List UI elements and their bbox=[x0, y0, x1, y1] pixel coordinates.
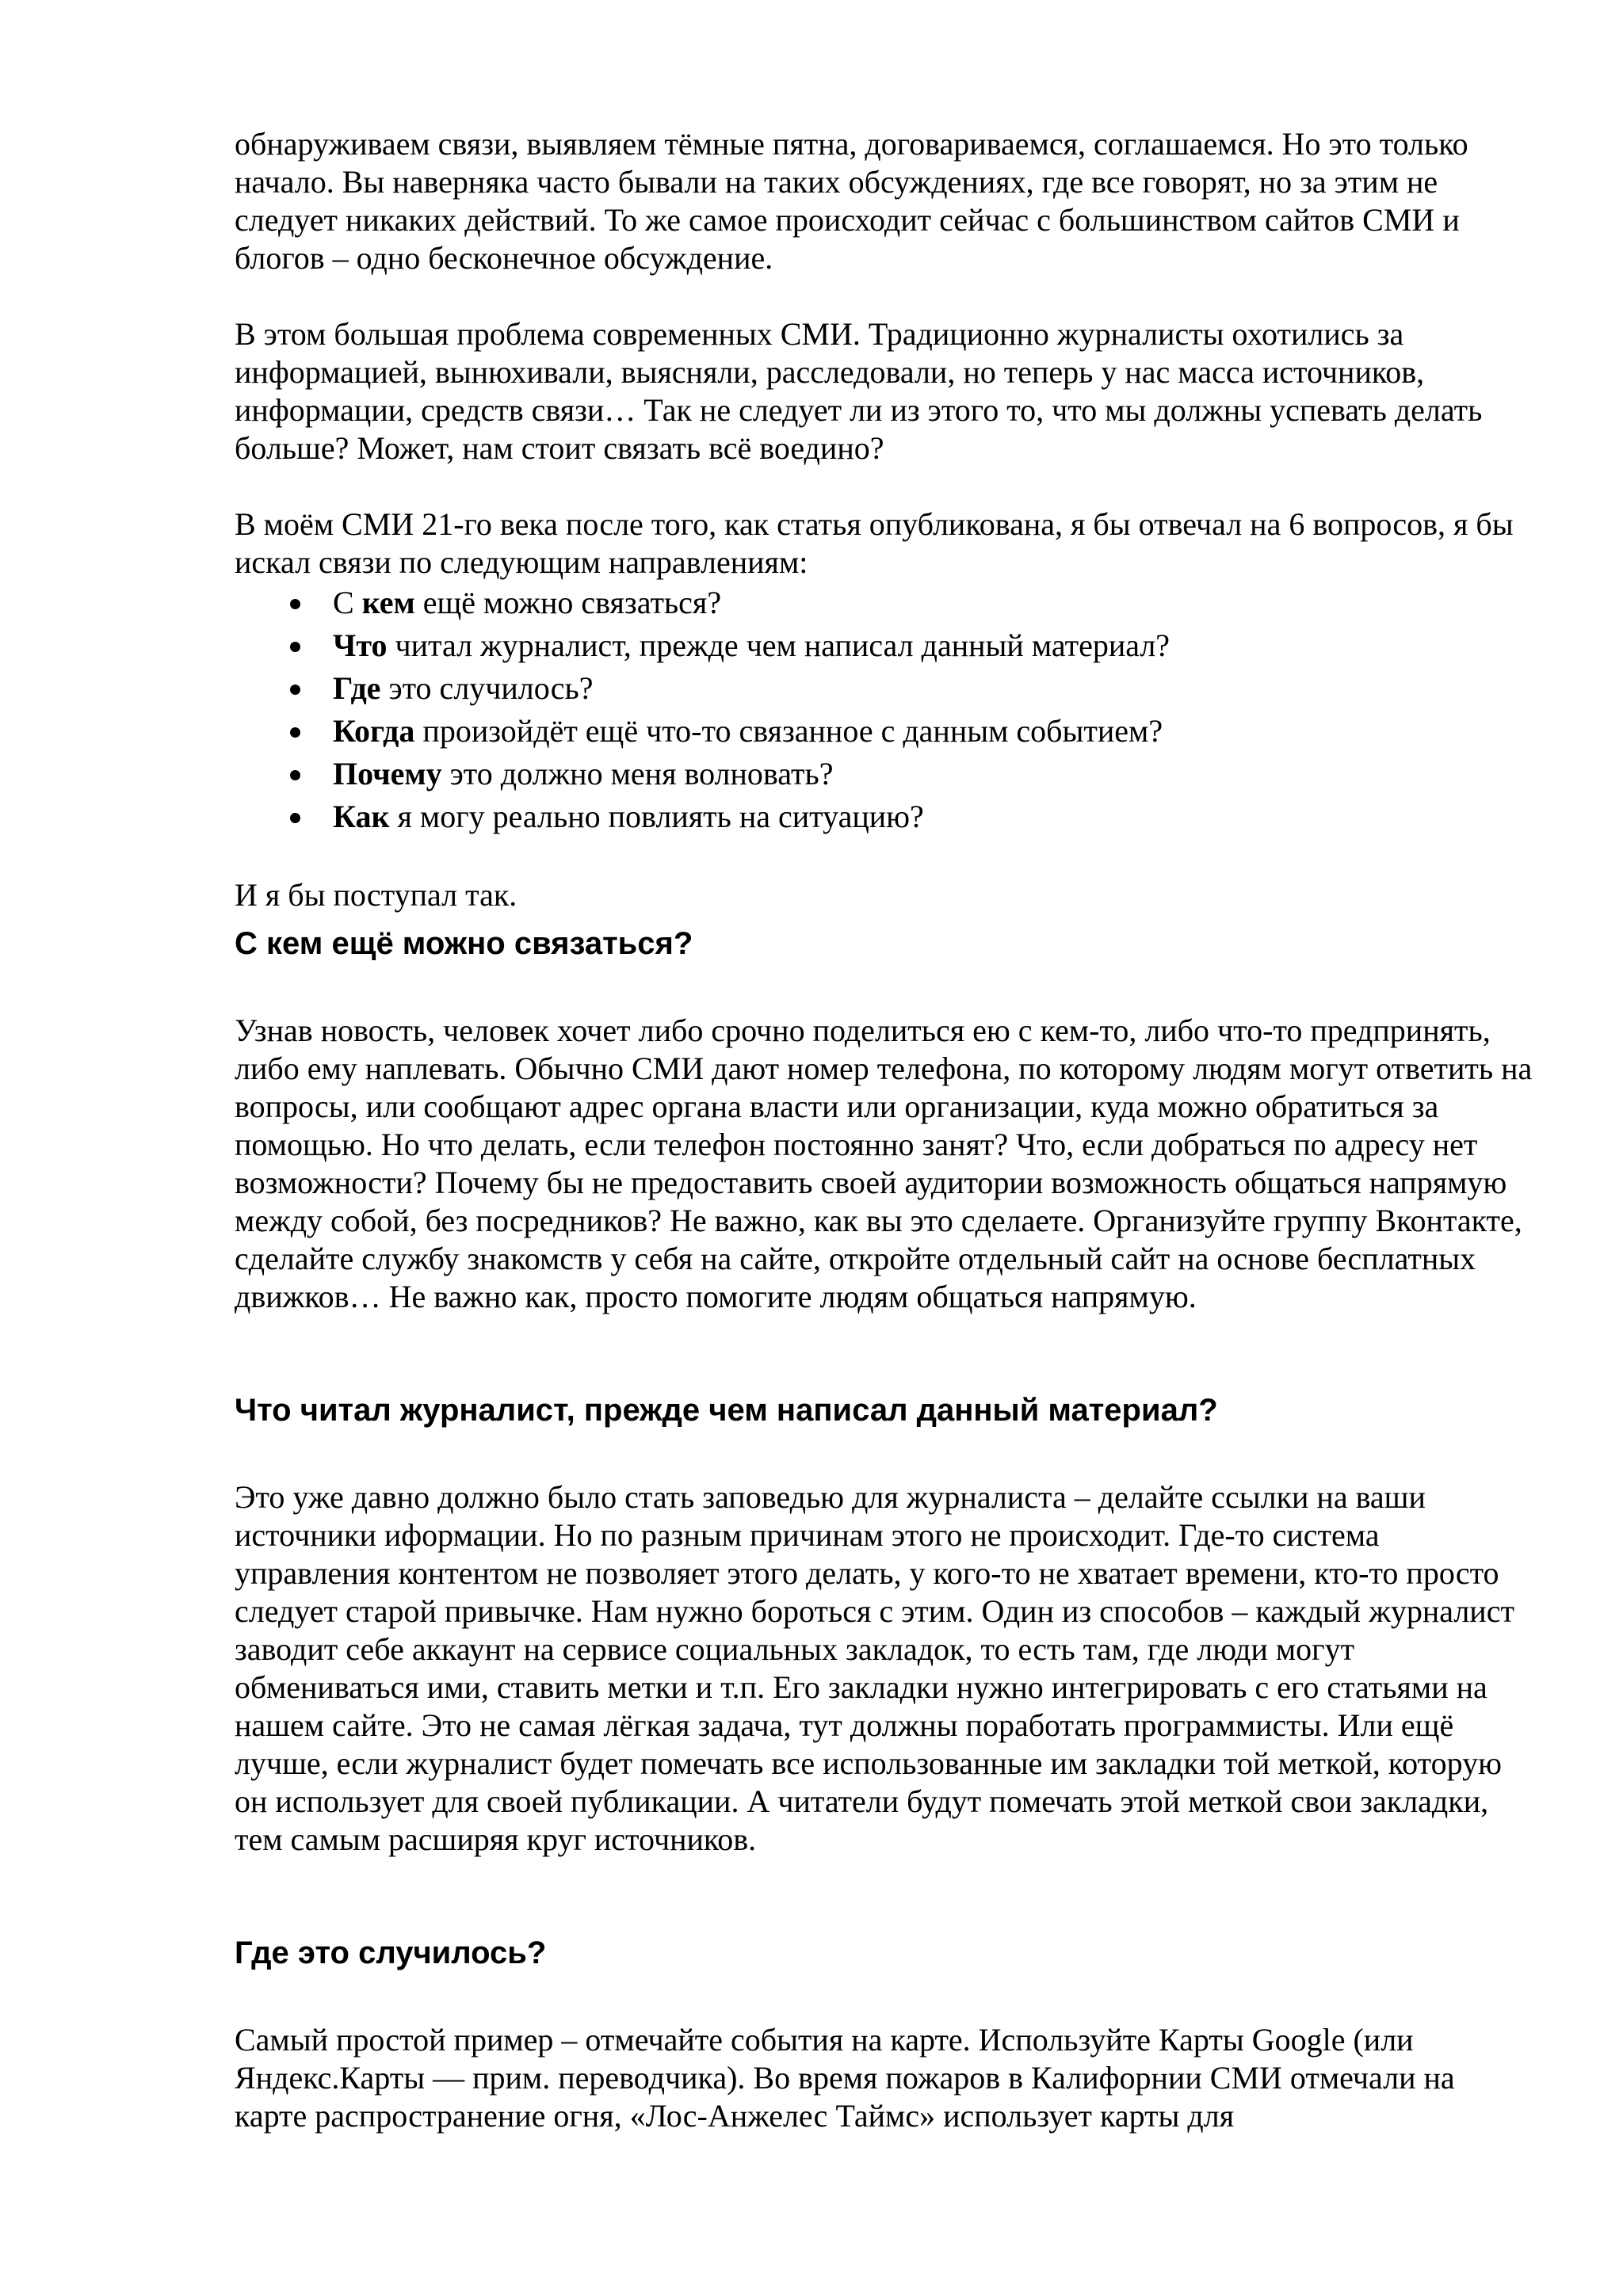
question-post: это должно меня волновать? bbox=[441, 756, 834, 791]
intro-paragraph-2: В этом большая проблема современных СМИ. Традиционно журналисты охотились за информацией, вынюхивали, выясняли, расследовали, но теперь у нас масса источников, информации, средств связи… Так не следует ли из этого то, что мы должны успевать делать больше? Может, нам стоит связать всё воедино? bbox=[235, 316, 1483, 466]
question-post: ещё можно связаться? bbox=[414, 585, 722, 620]
closing-paragraph: И я бы поступал так. bbox=[235, 877, 517, 913]
question-keyword: Как bbox=[333, 799, 390, 834]
section-body-where: Самый простой пример – отмечайте события на карте. Используйте Карты Google (или Яндекс.Карты — прим. переводчика). Во время пожаров в Калифорнии СМИ отмечали на карте распространение огня, «Лос-Анжелес Таймс» использует карты для bbox=[235, 2022, 1455, 2134]
question-post: это случилось? bbox=[380, 670, 594, 706]
list-item bbox=[235, 624, 1534, 667]
bullet-icon bbox=[290, 599, 300, 609]
question-post: я могу реально повлиять на ситуацию? bbox=[389, 799, 924, 834]
bullet-icon bbox=[290, 770, 300, 780]
section-heading-where: Где это случилось? bbox=[235, 1936, 547, 1970]
question-post: произойдёт ещё что-то связанное с данным событием? bbox=[414, 713, 1163, 749]
section-heading-what: Что читал журналист, прежде чем написал данный материал? bbox=[235, 1393, 1218, 1428]
bullet-icon bbox=[290, 685, 300, 695]
question-keyword: Когда bbox=[333, 713, 415, 749]
document-page bbox=[235, 125, 1534, 2135]
section-body-what: Это уже давно должно было стать заповедью для журналиста – делайте ссылки на ваши источники иформации. Но по разным причинам этого не происходит. Где-то система управления контентом не позволяет этого делать, у кого-то не хватает времени, кто-то просто следует старой привычке. Нам нужно бороться с этим. Один из способов – каждый журналист заводит себе аккаунт на сервисе социальных закладок, то есть там, где люди могут обмениваться ими, ставить метки и т.п. Его закладки нужно интегрировать с его статьями на нашем сайте. Это не самая лёгкая задача, тут должны поработать программисты. Или ещё лучше, если журналист будет помечать все использованные им закладки той меткой, которую он использует для своей публикации. А читатели будут помечать этой меткой свои закладки, тем самым расширяя круг источников. bbox=[235, 1479, 1514, 1857]
intro-paragraph-1: обнаруживаем связи, выявляем тёмные пятна, договариваемся, соглашаемся. Но это только начало. Вы наверняка часто бывали на таких обсуждениях, где все говорят, но за этим не следует никаких действий. То же самое происходит сейчас с большинством сайтов СМИ и блогов – одно бесконечное обсуждение. bbox=[235, 126, 1468, 276]
questions-list bbox=[235, 582, 1534, 838]
intro-paragraph-3: В моём СМИ 21-го века после того, как статья опубликована, я бы отвечал на 6 вопросов, я бы искал связи по следующим направлениям: bbox=[235, 506, 1514, 580]
question-post: читал журналист, прежде чем написал данный материал? bbox=[387, 627, 1170, 663]
bullet-icon bbox=[290, 813, 300, 823]
section-body-who: Узнав новость, человек хочет либо срочно поделиться ею с кем-то, либо что-то предпринять, либо ему наплевать. Обычно СМИ дают номер телефона, по которому людям могут ответить на вопросы, или сообщают адрес органа власти или организации, куда можно обратиться за помощью. Но что делать, если телефон постоянно занят? Что, если добраться по адресу нет возможности? Почему бы не предоставить своей аудитории возможность общаться напрямую между собой, без посредников? Не важно, как вы это сделаете. Организуйте группу Вконтакте, сделайте службу знакомств у себя на сайте, откройте отдельный сайт на основе бесплатных движков… Не важно как, просто помогите людям общаться напрямую. bbox=[235, 1013, 1533, 1314]
list-item bbox=[235, 667, 1534, 710]
question-pre: С bbox=[333, 585, 362, 620]
question-keyword: Почему bbox=[333, 756, 442, 791]
question-keyword: Где bbox=[333, 670, 381, 706]
bullet-icon bbox=[290, 642, 300, 652]
list-item bbox=[235, 753, 1534, 795]
list-item bbox=[235, 795, 1534, 838]
list-item bbox=[235, 582, 1534, 624]
question-keyword: кем bbox=[361, 585, 415, 620]
section-heading-who: С кем ещё можно связаться? bbox=[235, 926, 693, 961]
question-keyword: Что bbox=[333, 627, 388, 663]
bullet-icon bbox=[290, 727, 300, 738]
list-item bbox=[235, 710, 1534, 753]
